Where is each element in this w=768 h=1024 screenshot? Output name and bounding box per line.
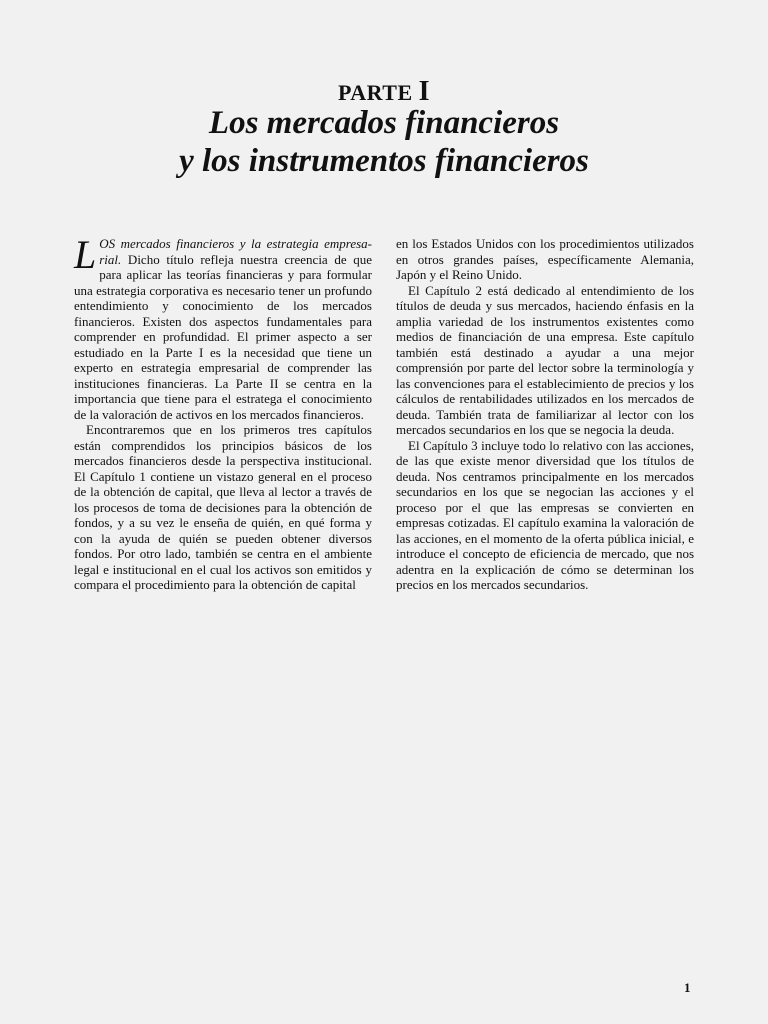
right-column [396, 236, 694, 593]
right-paragraph-1: en los Estados Unidos con los procedimientos utilizados en otros grandes países, específicamente Alemania, Japón y el Reino Unido. [396, 236, 694, 282]
part-title-line-1: Los mercados financieros [208, 105, 560, 141]
right-paragraph-3: El Capítulo 3 incluye todo lo relativo con las acciones, de las que existe menor diversidad que los títulos de deuda. Nos centramos principalmente en los mercados secundarios en los que se negocian las acciones y el proceso por el que las empresas se convierten en empresas cotizadas. El capítulo examina la valoración de las acciones, en el momento de la oferta pública inicial, e introduce el concepto de eficiencia de mercado, que nos adentra en la explicación de cómo se determinan los precios en los mercados secundarios. [396, 437, 694, 592]
left-paragraph-2: Encontraremos que en los primeros tres capítulos están comprendidos los principios básicos de los mercados financieros desde la perspectiva institucional. El Capítulo 1 contiene un vistazo general en el proceso de la obtención de capital, que lleva al lector a través de los procesos de toma de decisiones para la obtención de fondos, y a su vez le enseña de quién, en qué forma y con la ayuda de quién se pueden obtener diversos fondos. Por otro lado, también se centra en el ambiente legal e institucional en el cual los activos son emitidos y compara el procedimiento para la obtención de capital [74, 422, 372, 592]
page-number: 1 [684, 980, 691, 995]
right-paragraph-2: El Capítulo 2 está dedicado al entendimiento de los títulos de deuda y sus mercados, haciendo énfasis en la amplia variedad de los instrumentos existentes como medios de financiación de una empresa. Este capítulo también está destinado a ayudar a una mejor comprensión por parte del lector sobre la terminología y las convenciones para el establecimiento de precios y los cálculos de rentabilidades utilizados en los mercados de deuda. También trata de familiarizar al lector con los mercados secundarios en los que se negocia la deuda. [396, 282, 694, 437]
part-word: PARTE [337, 80, 413, 105]
left-column [74, 232, 372, 593]
drop-cap: L [74, 232, 97, 277]
part-title [0, 104, 768, 180]
left-paragraph-1 [74, 232, 372, 422]
left-paragraph-1-text: Dicho título refleja nuestra creencia de que para aplicar las teorías financieras y para formular una estrategia corporativa es necesario tener un profundo entendimiento y conocimiento de los mercados financieros. Existen dos aspectos fundamentales para comprender en profundidad. El primer aspecto a ser estudiado en la Parte I es la necesidad que tiene un experto en estrategia empresarial de comprender las instituciones financieras. La Parte II se centra en la importancia que tiene para el estratega el conocimiento de la valoración de activos en los mercados financieros. [74, 251, 372, 422]
lead-italic-text: OS mercados financieros y la estrategia empresa-rial. [99, 236, 372, 267]
part-title-line-2: y los instrumentos financieros [179, 143, 589, 179]
part-numeral: I [418, 76, 431, 107]
